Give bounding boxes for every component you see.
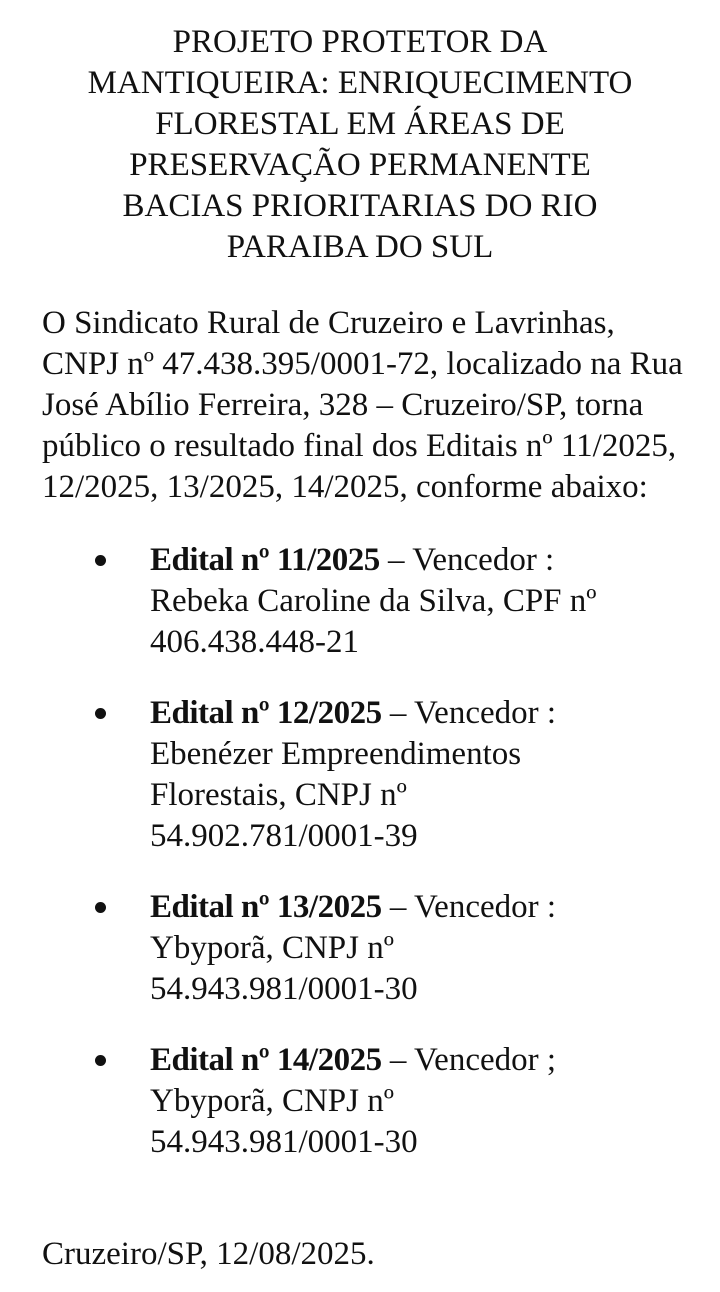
winner-separator: – Vencedor : [381,695,557,731]
list-item [150,693,620,857]
winner-detail: 406.438.448-21 [150,624,359,660]
winner-detail: 54.902.781/0001-39 [150,818,418,854]
bullet-icon [95,1055,106,1066]
winner-heading [150,887,620,928]
title-line: PARAIBA DO SUL [226,229,494,265]
winner-detail: Ybyporã, CNPJ nº [150,1083,394,1119]
edital-label: Edital nº 11/2025 [150,542,380,578]
bullet-icon [95,708,106,719]
intro-paragraph: O Sindicato Rural de Cruzeiro e Lavrinhas, CNPJ nº 47.438.395/0001-72, localizado na Rua José Abílio Ferreira, 328 – Cruzeiro/SP, torna público o resultado final dos Editais nº 11/2025, 12/2025, 13/2025, 14/2025, conforme abaixo: [42,305,683,505]
winner-detail: Florestais, CNPJ nº [150,777,407,813]
winner-detail: Ebenézer Empreendimentos [150,736,522,772]
winner-separator: – Vencedor ; [381,1042,557,1078]
list-item [150,540,620,663]
title-line: MANTIQUEIRA: ENRIQUECIMENTO [87,65,633,101]
title-line: BACIAS PRIORITARIAS DO RIO [122,188,598,224]
winners-list [0,540,720,1163]
winner-heading [150,1040,620,1081]
edital-label: Edital nº 14/2025 [150,1042,382,1078]
title-line: FLORESTAL EM ÁREAS DE [155,106,565,142]
edital-label: Edital nº 12/2025 [150,695,382,731]
winner-separator: – Vencedor : [381,889,557,925]
page-title [54,22,666,268]
winner-detail: 54.943.981/0001-30 [150,1124,418,1160]
list-item [150,1040,620,1163]
winner-heading [150,693,620,734]
title-line: PROJETO PROTETOR DA [172,24,548,60]
winner-heading [150,540,620,581]
winner-detail: 54.943.981/0001-30 [150,971,418,1007]
list-item [150,887,620,1010]
bullet-icon [95,902,106,913]
winner-detail: Ybyporã, CNPJ nº [150,930,394,966]
winner-separator: – Vencedor : [379,542,555,578]
bullet-icon [95,555,106,566]
footer-date: Cruzeiro/SP, 12/08/2025. [42,1236,375,1272]
winner-detail: Rebeka Caroline da Silva, CPF nº [150,583,597,619]
title-line: PRESERVAÇÃO PERMANENTE [129,147,591,183]
edital-label: Edital nº 13/2025 [150,889,382,925]
